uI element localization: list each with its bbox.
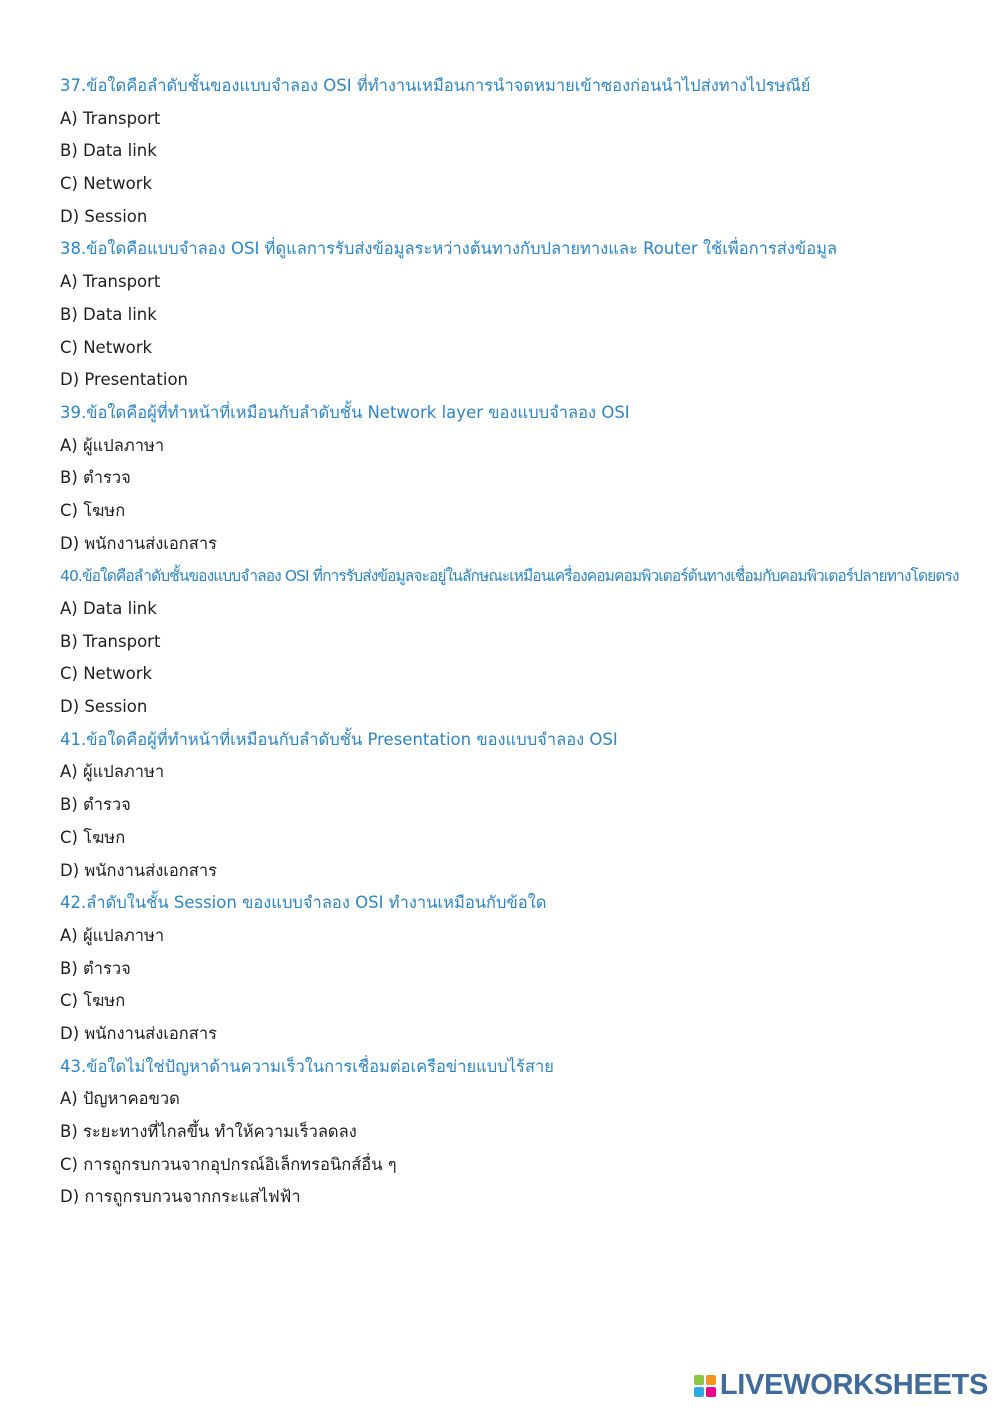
option-a[interactable]: A) ผู้แปลภาษา (60, 762, 165, 782)
option-d[interactable]: D) พนักงานส่งเอกสาร (60, 1023, 217, 1043)
option-b[interactable]: B) ระยะทางที่ไกลขึ้น ทำให้ความเร็วลดลง (60, 1122, 357, 1141)
question-43 (60, 1051, 980, 1214)
logo-square-2 (706, 1375, 716, 1385)
option-b[interactable]: B) ตำรวจ (60, 468, 131, 488)
liveworksheets-logo-icon (694, 1375, 716, 1397)
option-d[interactable]: D) Session (60, 206, 148, 226)
option-a[interactable]: A) Transport (60, 108, 161, 128)
option-a[interactable]: A) Data link (60, 599, 157, 618)
option-d[interactable]: D) พนักงานส่งเอกสาร (60, 533, 217, 553)
option-c[interactable]: C) Network (60, 337, 153, 357)
option-b[interactable]: B) Data link (60, 141, 157, 161)
question-38 (60, 233, 980, 396)
logo-square-4 (706, 1387, 716, 1397)
question-prompt: 39.ข้อใดคือผู้ที่ทำหน้าที่เหมือนกับลำดับชั้น Network layer ของแบบจำลอง OSI (60, 402, 630, 422)
question-prompt: 40.ข้อใดคือลำดับชั้นของแบบจำลอง OSI ที่การรับส่งข้อมูลจะอยู่ในลักษณะเหมือนเครื่องคอมคอมพิวเตอร์ต้นทางเชื่อมกับคอมพิวเตอร์ปลายทางโดยตรง (60, 567, 959, 586)
option-b[interactable]: B) ตำรวจ (60, 795, 131, 815)
option-a[interactable]: A) ปัญหาคอขวด (60, 1089, 180, 1109)
question-41 (60, 724, 980, 887)
option-c[interactable]: C) โฆษก (60, 827, 126, 847)
question-37 (60, 70, 980, 233)
option-c[interactable]: C) โฆษก (60, 991, 126, 1011)
option-a[interactable]: A) ผู้แปลภาษา (60, 925, 165, 945)
question-39 (60, 397, 980, 560)
option-d[interactable]: D) พนักงานส่งเอกสาร (60, 860, 217, 880)
option-a[interactable]: A) Transport (60, 272, 161, 292)
option-c[interactable]: C) Network (60, 174, 153, 194)
question-prompt: 41.ข้อใดคือผู้ที่ทำหน้าที่เหมือนกับลำดับชั้น Presentation ของแบบจำลอง OSI (60, 729, 618, 749)
question-prompt: 38.ข้อใดคือแบบจำลอง OSI ที่ดูแลการรับส่งข้อมูลระหว่างต้นทางกับปลายทางและ Router ใช้เพื่อการส่งข้อมูล (60, 239, 838, 259)
option-b[interactable]: B) Data link (60, 304, 157, 324)
liveworksheets-brand (694, 1369, 988, 1402)
option-d[interactable]: D) Session (60, 697, 148, 717)
option-b[interactable]: B) ตำรวจ (60, 958, 131, 978)
question-prompt: 37.ข้อใดคือลำดับชั้นของแบบจำลอง OSI ที่ทำงานเหมือนการนำจดหมายเข้าซองก่อนนำไปส่งทางไปรษณีย์ (60, 76, 811, 95)
option-d[interactable]: D) Presentation (60, 370, 189, 390)
question-prompt: 42.ลำดับในชั้น Session ของแบบจำลอง OSI ทำงานเหมือนกับข้อใด (60, 893, 547, 913)
logo-square-1 (694, 1375, 704, 1385)
option-c[interactable]: C) การถูกรบกวนจากอุปกรณ์อิเล็กทรอนิกส์อื่น ๆ (60, 1154, 397, 1174)
question-40 (60, 560, 980, 723)
option-b[interactable]: B) Transport (60, 631, 161, 651)
worksheet (60, 70, 980, 1214)
question-42 (60, 887, 980, 1050)
question-prompt: 43.ข้อใดไม่ใช่ปัญหาด้านความเร็วในการเชื่อมต่อเครือข่ายแบบไร้สาย (60, 1056, 554, 1076)
option-a[interactable]: A) ผู้แปลภาษา (60, 435, 165, 455)
option-c[interactable]: C) Network (60, 664, 153, 684)
brand-text: LIVEWORKSHEETS (719, 1369, 988, 1401)
option-d[interactable]: D) การถูกรบกวนจากกระแสไฟฟ้า (60, 1187, 301, 1207)
logo-square-3 (694, 1387, 704, 1397)
option-c[interactable]: C) โฆษก (60, 500, 126, 520)
